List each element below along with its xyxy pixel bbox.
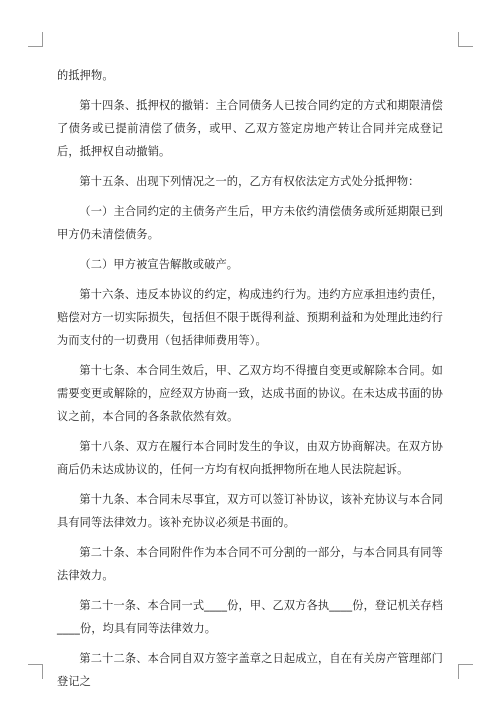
paragraph-article-22: 第二十二条、本合同自双方签字盖章之日起成立，自在有关房产管理部门登记之 — [57, 652, 443, 688]
paragraph-article-15-item-2: （二）甲方被宣告解散或破产。 — [79, 258, 239, 271]
paragraph-article-16: 第十六条、违反本协议的约定，构成违约行为。违约方应承担违约责任，赔偿对方一切实际损失，包括但不限于既得利益、预期利益和为处理此违约行为而支付的一切费用（包括律师费用等）。 — [57, 288, 443, 347]
crop-mark-top-left — [28, 32, 43, 47]
crop-mark-top-right — [458, 32, 473, 47]
crop-mark-bottom-left — [28, 664, 43, 679]
paragraph-article-20: 第二十条、本合同附件作为本合同不可分割的一部分，与本合同具有同等法律效力。 — [57, 546, 443, 582]
paragraph-article-19: 第十九条、本合同未尽事宜，双方可以签订补协议，该补充协议与本合同具有同等法律效力。该补充协议必须是书面的。 — [57, 493, 443, 529]
paragraph-article-18: 第十八条、双方在履行本合同时发生的争议，由双方协商解决。在双方协商后仍未达成协议的，任何一方均有权向抵押物所在地人民法院起诉。 — [57, 440, 443, 476]
paragraph-article-17: 第十七条、本合同生效后，甲、乙双方均不得擅自变更或解除本合同。如需要变更或解除的，应经双方协商一致，达成书面的协议。在未达成书面的协议之前，本合同的各条款依然有效。 — [57, 364, 443, 423]
paragraph-article-14: 第十四条、抵押权的撤销：主合同债务人已按合同约定的方式和期限清偿了债务或已提前清偿了债务，或甲、乙双方签定房地产转让合同并完成登记后，抵押权自动撤销。 — [57, 99, 443, 158]
paragraph-article-21: 第二十一条、本合同一式____份，甲、乙双方各执____份，登记机关存档____份，均具有同等法律效力。 — [57, 599, 443, 635]
paragraph-continuation: 的抵押物。 — [57, 69, 114, 82]
crop-mark-bottom-right — [458, 664, 473, 679]
document-body — [57, 64, 443, 700]
paragraph-article-15: 第十五条、出现下列情况之一的，乙方有权依法定方式处分抵押物： — [79, 175, 420, 188]
paragraph-article-15-item-1: （一）主合同约定的主债务产生后，甲方未依约清偿债务或所延期限已到甲方仍未清偿债务。 — [57, 205, 443, 241]
